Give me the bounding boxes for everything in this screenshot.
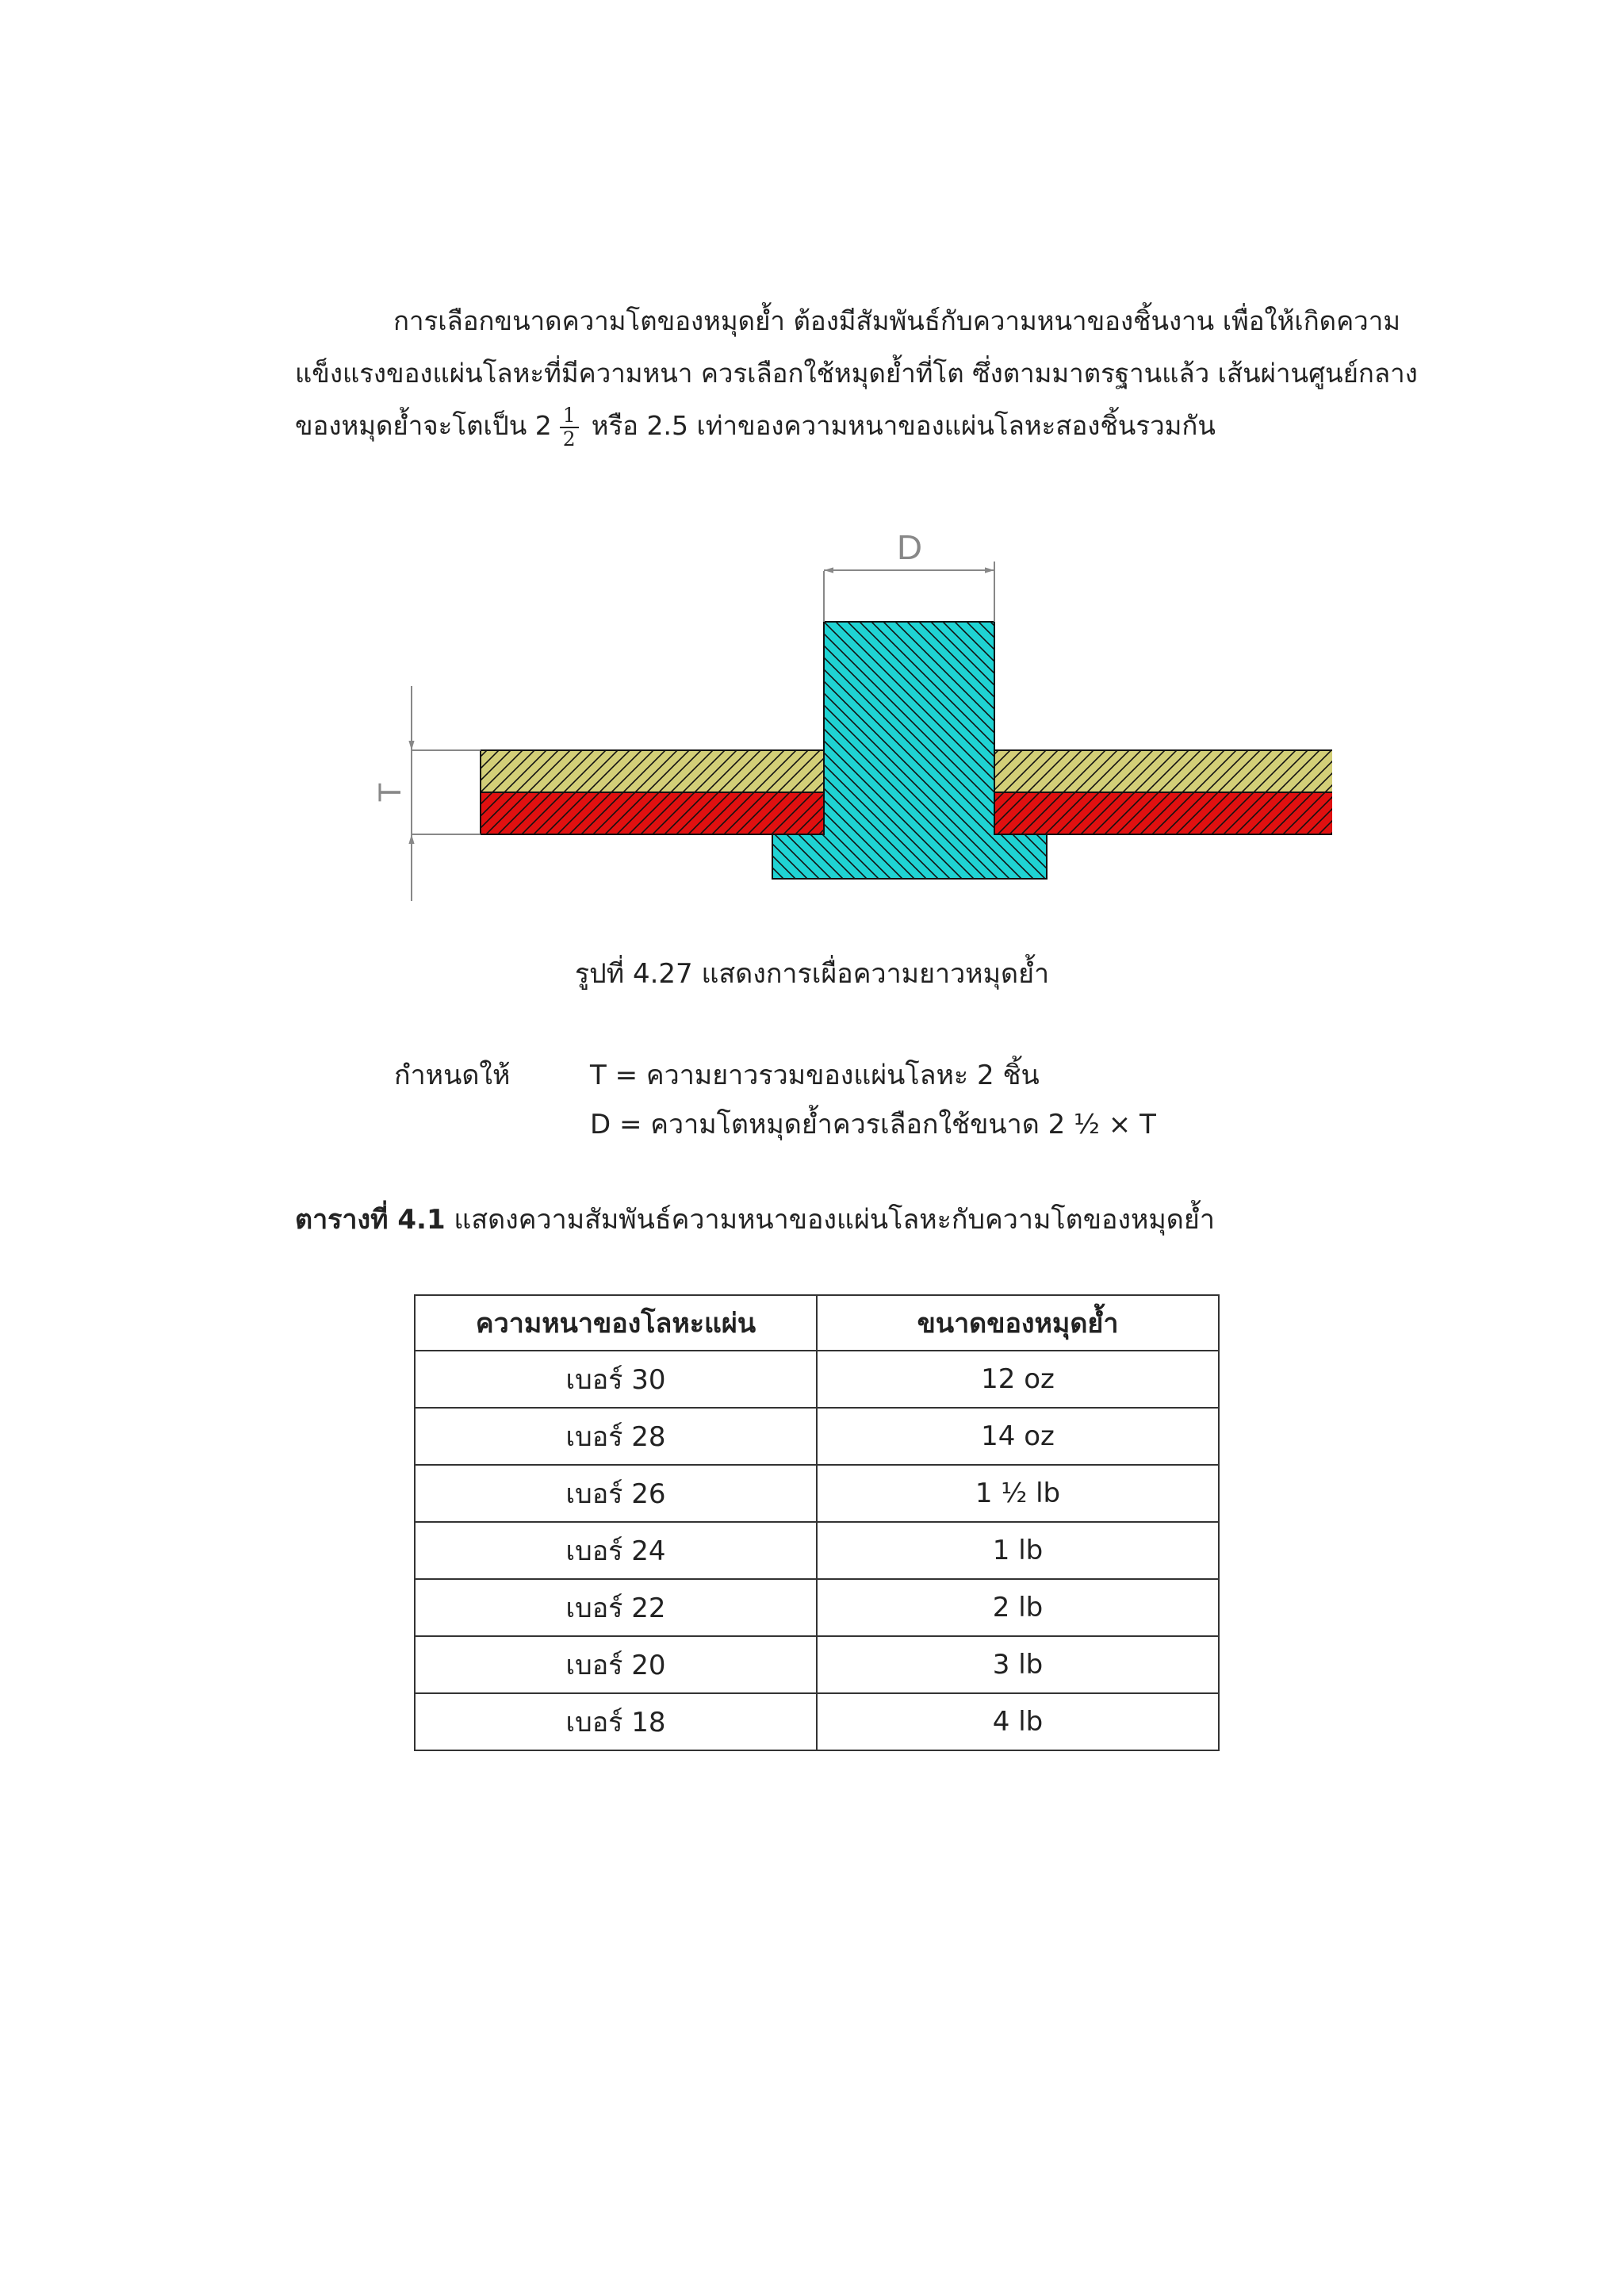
cell-rivet-size: 3 lb	[817, 1636, 1219, 1693]
definitions-list	[590, 1051, 1156, 1149]
cell-gauge: เบอร์ 18	[415, 1693, 817, 1750]
table-row	[415, 1579, 1219, 1636]
fraction-numerator: 1	[560, 404, 579, 428]
table-caption-number: ตารางที่ 4.1	[295, 1204, 446, 1236]
table-row	[415, 1522, 1219, 1579]
cell-gauge: เบอร์ 30	[415, 1351, 817, 1408]
table-header-row	[415, 1295, 1219, 1351]
cell-rivet-size: 4 lb	[817, 1693, 1219, 1750]
table-caption	[295, 1198, 1215, 1240]
table-row	[415, 1465, 1219, 1522]
cell-rivet-size: 12 oz	[817, 1351, 1219, 1408]
top-sheet-right	[994, 750, 1332, 792]
paragraph-line-1: การเลือกขนาดความโตของหมุดย้ำ ต้องมีสัมพันธ์กับความหนาของชิ้นงาน เพื่อให้เกิดความ	[393, 305, 1401, 336]
cell-gauge: เบอร์ 24	[415, 1522, 817, 1579]
intro-paragraph	[295, 295, 1421, 452]
cell-gauge: เบอร์ 26	[415, 1465, 817, 1522]
top-sheet-left	[481, 750, 824, 792]
label-t: T	[373, 782, 408, 803]
cell-gauge: เบอร์ 20	[415, 1636, 817, 1693]
rivet-size-table	[414, 1294, 1220, 1751]
table-row	[415, 1693, 1219, 1750]
paragraph-line-3-end: หรือ 2.5 เท่าของความหนาของแผ่นโลหะสองชิ้นรวมกัน	[591, 410, 1216, 441]
cell-gauge: เบอร์ 28	[415, 1408, 817, 1465]
bottom-sheet-left	[481, 792, 824, 834]
dimension-d	[824, 528, 994, 622]
table-caption-text: แสดงความสัมพันธ์ความหนาของแผ่นโลหะกับความโตของหมุดย้ำ	[445, 1204, 1215, 1236]
fraction-denominator: 2	[562, 427, 576, 450]
table-row	[415, 1636, 1219, 1693]
dimension-t	[373, 686, 481, 901]
cell-rivet-size: 1 lb	[817, 1522, 1219, 1579]
figure-caption: รูปที่ 4.27 แสดงการเผื่อความยาวหมุดย้ำ	[574, 958, 1050, 990]
definitions-lead: กำหนดให้	[394, 1060, 511, 1091]
bottom-sheet-right	[994, 792, 1332, 834]
cell-gauge: เบอร์ 22	[415, 1579, 817, 1636]
cell-rivet-size: 1 ½ lb	[817, 1465, 1219, 1522]
fraction-one-half	[560, 404, 579, 450]
table-row	[415, 1351, 1219, 1408]
definition-d: D = ความโตหมุดย้ำควรเลือกใช้ขนาด 2 ½ × T	[590, 1109, 1156, 1140]
label-d: D	[897, 528, 922, 567]
rivet-joint-diagram	[349, 516, 1332, 912]
definition-t: T = ความยาวรวมของแผ่นโลหะ 2 ชิ้น	[590, 1060, 1040, 1091]
paragraph-line-2: แข็งแรงของแผ่นโลหะที่มีความหนา ควรเลือกใช้หมุดย้ำที่โต ซึ่งตามมาตรฐานแล้ว เส้นผ่านศูนย์กลาง	[295, 358, 1418, 389]
paragraph-line-3	[295, 400, 1421, 452]
header-rivet-size: ขนาดของหมุดย้ำ	[817, 1295, 1219, 1351]
header-sheet-thickness: ความหนาของโลหะแผ่น	[415, 1295, 817, 1351]
table-row	[415, 1408, 1219, 1465]
cell-rivet-size: 14 oz	[817, 1408, 1219, 1465]
cell-rivet-size: 2 lb	[817, 1579, 1219, 1636]
paragraph-line-3-start: ของหมุดย้ำจะโตเป็น 2	[295, 410, 552, 441]
